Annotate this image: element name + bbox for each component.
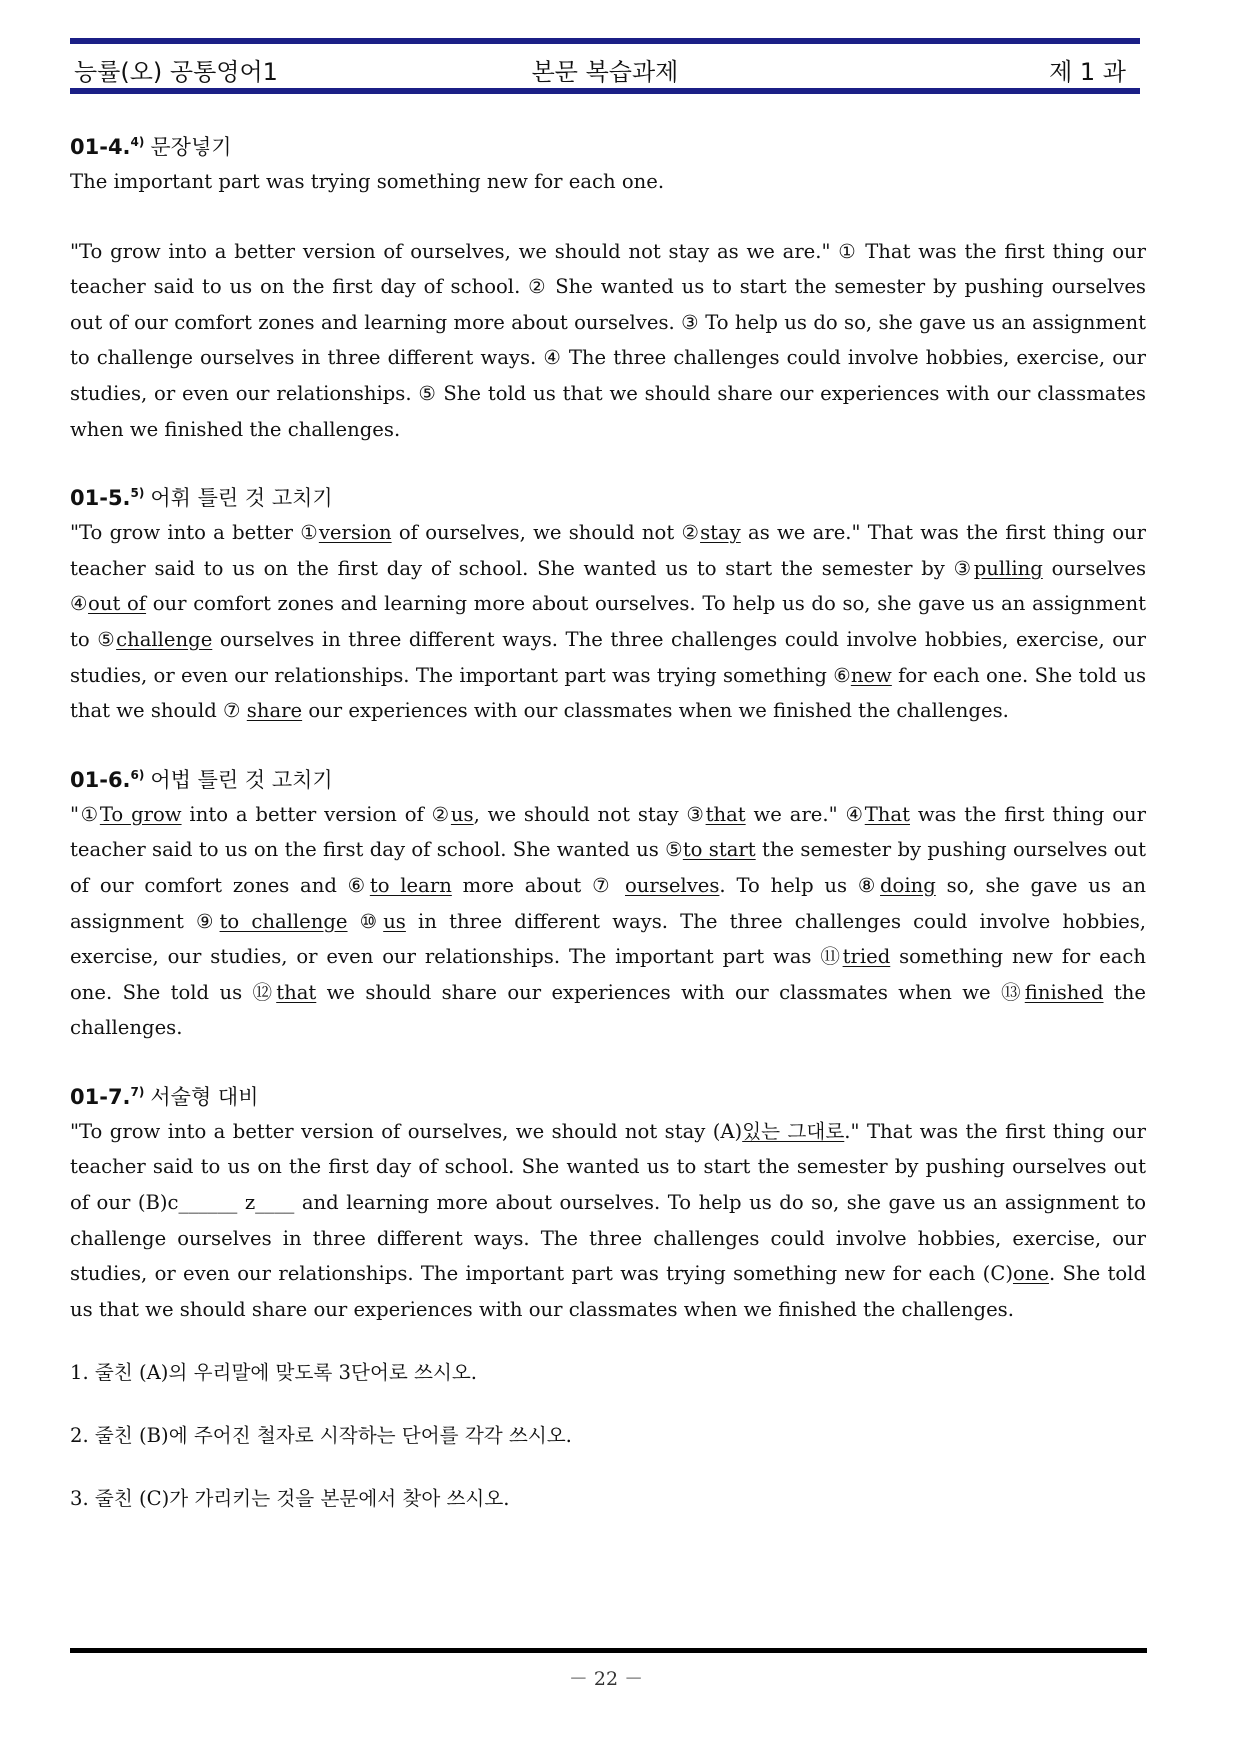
passage-text: "①To grow into a better version of ②us, we should not stay ③that we are." ④That was the first thing our teacher said to us on the first day of school. She wanted us ⑤to start the semester by pushing ourselves out of our comfort zones and ⑥to learn more about ⑦ ourselves. To help us ⑧doing so, she gave us an assignment ⑨to challenge ⑩us in three different ways. The three challenges could involve hobbies, exercise, our studies, or even our relationships. The important part was ⑪tried something new for each one. She told us ⑫that we should share our experiences with our classmates when we ⑬finished the challenges. bbox=[70, 802, 1147, 1040]
section-number: 01-6. bbox=[70, 767, 131, 792]
section-number: 01-4. bbox=[70, 135, 131, 159]
underlined-target: doing bbox=[880, 873, 936, 897]
page-number: － 22 － bbox=[568, 1668, 644, 1690]
section-title bbox=[70, 476, 1146, 515]
underlined-target: tried bbox=[842, 945, 891, 969]
question-2: 2. 줄친 (B)에 주어진 철자로 시작하는 단어를 각각 쓰시오. bbox=[70, 1424, 572, 1448]
footnote-marker: 5) bbox=[130, 486, 145, 501]
underlined-target: out of bbox=[88, 592, 147, 616]
underlined-target: 있는 그대로 bbox=[742, 1119, 845, 1143]
underlined-target: share bbox=[246, 699, 303, 723]
underlined-target: version bbox=[318, 521, 392, 545]
section-title bbox=[70, 758, 1146, 797]
header-bottom-rule bbox=[70, 88, 1140, 94]
underlined-target: one bbox=[1012, 1262, 1049, 1286]
passage-text: "To grow into a better version of ourselves, we should not stay (A)있는 그대로." That was the first thing our teacher said to us on the first day of school. She wanted us to start the semester by pushing ourselves out of our (B)c______ z____ and learning more about ourselves. To help us do so, she gave us an assignment to challenge ourselves in three different ways. The three challenges could involve hobbies, exercise, our studies, or even our relationships. The important part was trying something new for each (C)one. She told us that we should share our experiences with our classmates when we finished the challenges. bbox=[70, 1119, 1146, 1321]
passage-text: "To grow into a better version of ourselves, we should not stay as we are." ① That was the first thing our teacher said to us on the first day of school. ② She wanted us to start the semester by pushing ourselves out of our comfort zones and learning more about ourselves. ③ To help us do so, she gave us an assignment to challenge ourselves in three different ways. ④ The three challenges could involve hobbies, exercise, our studies, or even our relationships. ⑤ She told us that we should share our experiences with our classmates when we finished the challenges. bbox=[70, 239, 1146, 441]
page-header bbox=[74, 46, 1136, 86]
passage-text: "To grow into a better ①version of ourselves, we should not ②stay as we are." That was the first thing our teacher said to us on the first day of school. She wanted us to start the semester by ③pulling ourselves ④out of our comfort zones and learning more about ourselves. To help us do so, she gave us an assignment to ⑤challenge ourselves in three different ways. The three challenges could involve hobbies, exercise, our studies, or even our relationships. The important part was trying something ⑥new for each one. She told us that we should ⑦ share our experiences with our classmates when we finished the challenges. bbox=[70, 521, 1147, 723]
underlined-target: that bbox=[705, 802, 746, 826]
section-title bbox=[70, 125, 1146, 164]
header-textbook-title: 능률(오) 공통영어1 bbox=[74, 58, 278, 86]
section-number: 01-7. bbox=[70, 1084, 131, 1109]
header-assignment-title: 본문 복습과제 bbox=[531, 58, 679, 86]
underlined-target: finished bbox=[1024, 980, 1104, 1004]
section-grammar-correction bbox=[70, 758, 1146, 1046]
header-top-rule bbox=[70, 38, 1140, 44]
section-vocabulary-correction bbox=[70, 476, 1146, 729]
footnote-marker: 6) bbox=[130, 767, 145, 782]
footnote-marker: 4) bbox=[130, 135, 145, 149]
section-sentence-insertion bbox=[70, 125, 1146, 447]
underlined-target: That bbox=[864, 802, 910, 826]
underlined-target: us bbox=[450, 802, 474, 826]
section-label: 문장넣기 bbox=[150, 135, 232, 159]
section-label: 서술형 대비 bbox=[150, 1084, 259, 1109]
section-label: 어법 틀린 것 고치기 bbox=[150, 767, 333, 792]
header-lesson-number: 제 1 과 bbox=[1049, 58, 1126, 86]
underlined-target: pulling bbox=[973, 556, 1043, 580]
underlined-target: to learn bbox=[369, 873, 452, 897]
section-descriptive-prep bbox=[70, 1075, 1146, 1328]
underlined-target: To grow bbox=[99, 802, 182, 826]
given-sentence: The important part was trying something new for each one. bbox=[70, 170, 665, 193]
underlined-target: new bbox=[850, 663, 892, 687]
footer-rule bbox=[70, 1648, 1147, 1653]
footnote-marker: 7) bbox=[130, 1084, 145, 1099]
section-title bbox=[70, 1075, 1146, 1114]
underlined-target: us bbox=[383, 909, 406, 933]
underlined-target: to start bbox=[682, 838, 756, 862]
section-number: 01-5. bbox=[70, 486, 131, 511]
question-1: 1. 줄친 (A)의 우리말에 맞도록 3단어로 쓰시오. bbox=[70, 1361, 478, 1385]
worksheet-content bbox=[70, 125, 1146, 1517]
question-3: 3. 줄친 (C)가 가리키는 것을 본문에서 찾아 쓰시오. bbox=[70, 1487, 510, 1511]
underlined-target: ourselves bbox=[625, 873, 720, 897]
underlined-target: challenge bbox=[116, 627, 213, 651]
section-label: 어휘 틀린 것 고치기 bbox=[150, 486, 333, 511]
underlined-target: stay bbox=[700, 521, 741, 545]
underlined-target: that bbox=[276, 980, 317, 1004]
underlined-target: to challenge bbox=[219, 909, 348, 933]
